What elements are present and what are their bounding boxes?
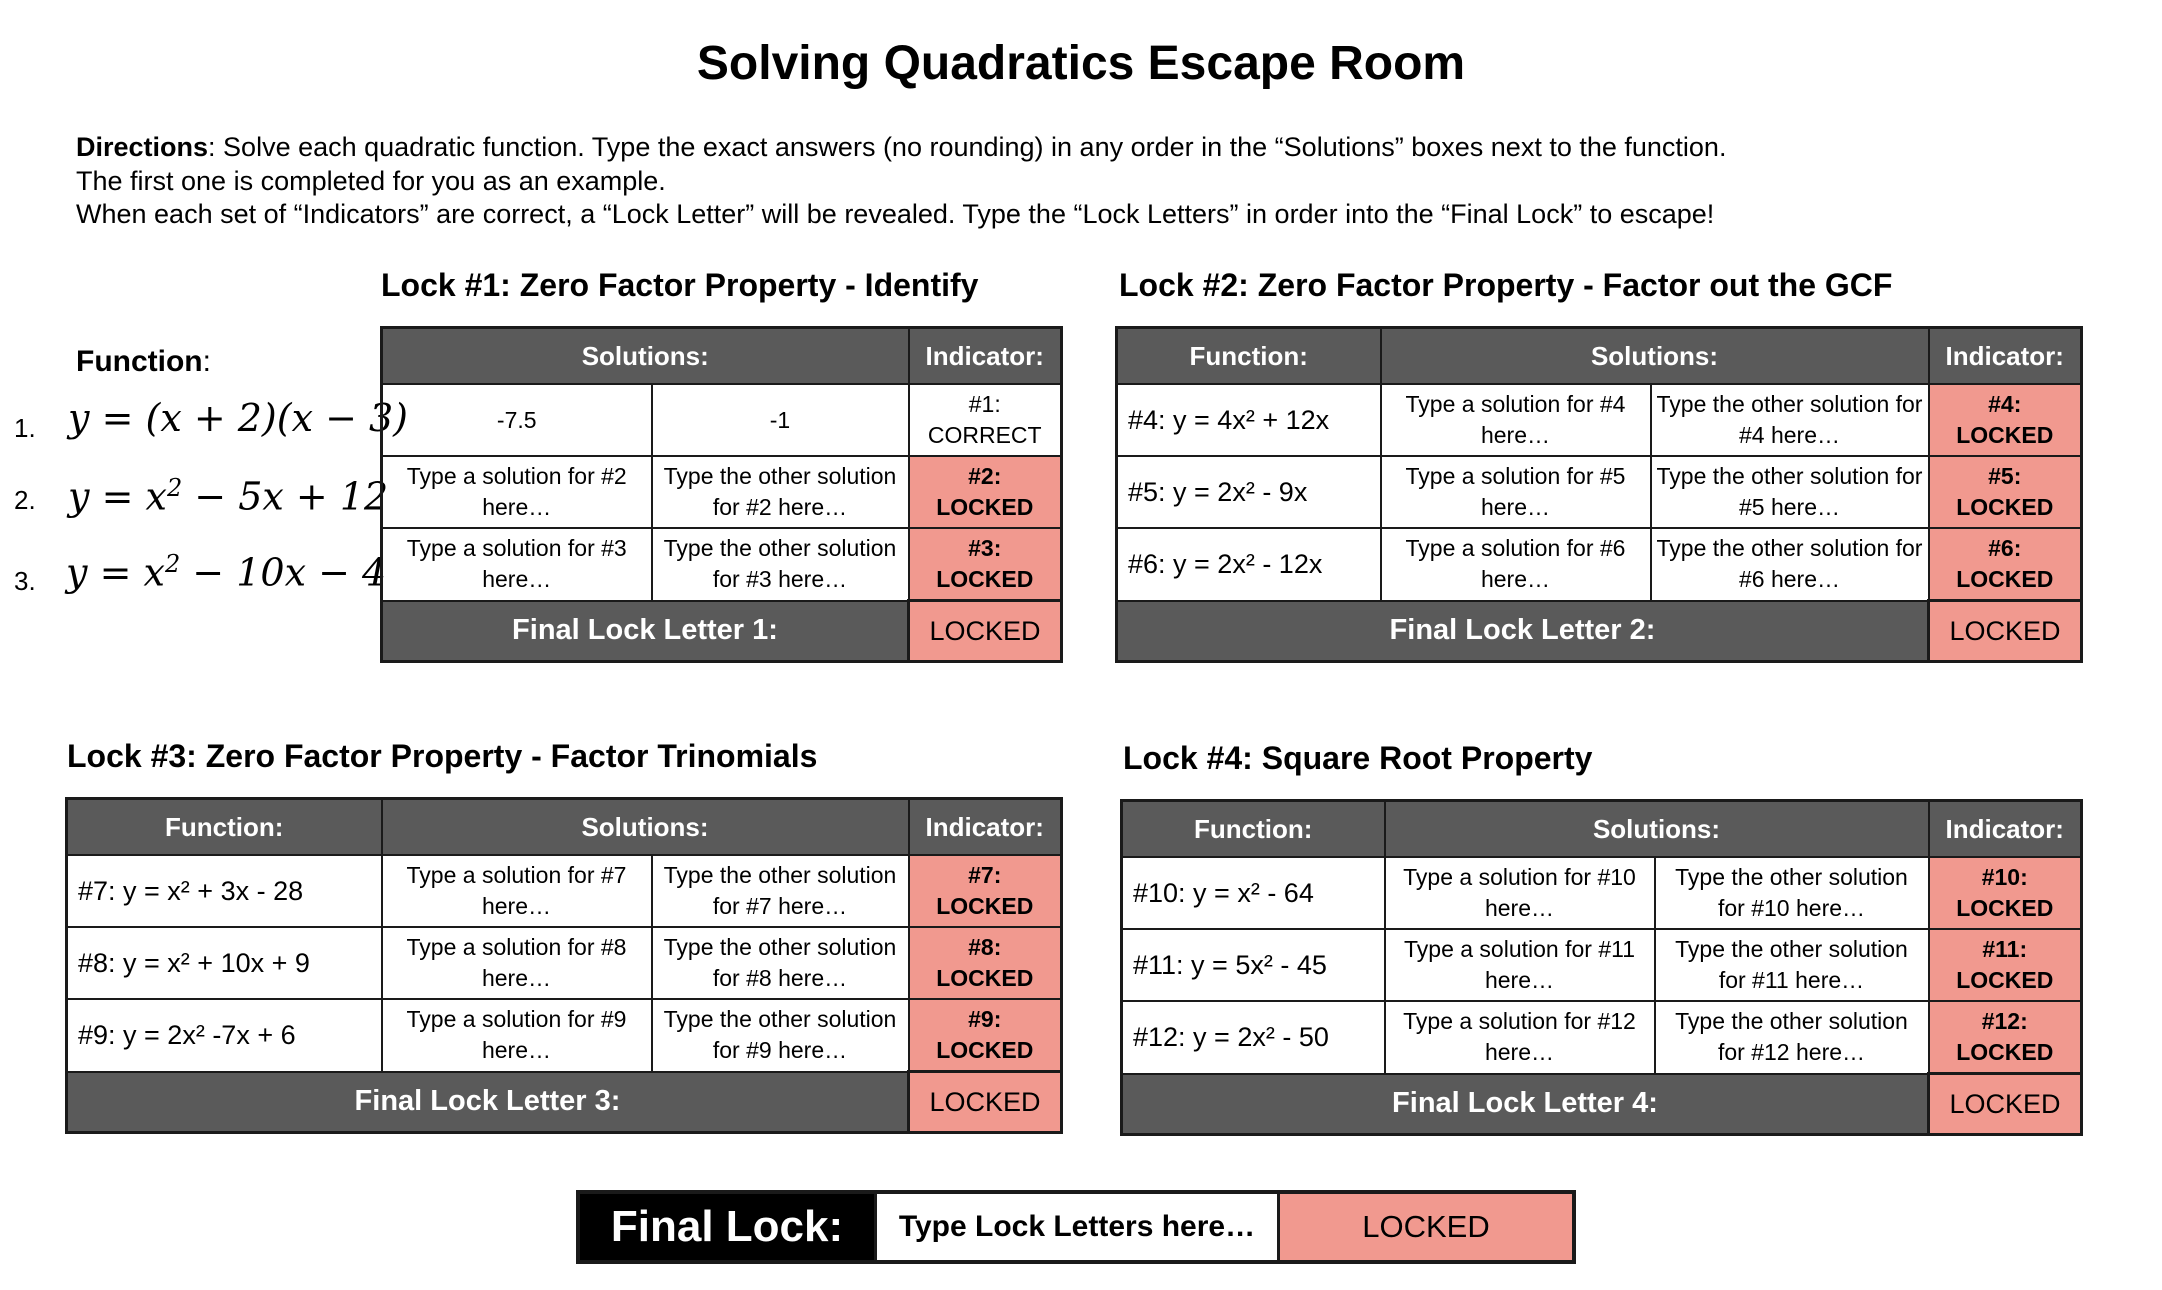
solution-2-input[interactable]: Type a solution for #2 here… <box>382 456 652 528</box>
function-12: #12: y = 2x² - 50 <box>1122 1001 1385 1074</box>
function-6: #6: y = 2x² - 12x <box>1117 528 1381 601</box>
solution-3-input[interactable]: Type a solution for #3 here… <box>382 528 652 601</box>
lock1-fn1-equation: y = (x + 2)(x − 3) <box>68 396 409 440</box>
table-row <box>1117 456 2082 528</box>
directions-text-1: : Solve each quadratic function. Type the exact answers (no rounding) in any order in the “Solutions” boxes next to the function. <box>208 132 1727 162</box>
table-row <box>1117 384 2082 456</box>
lock2-final-letter: LOCKED <box>1929 601 2082 662</box>
lock2-title: Lock #2: Zero Factor Property - Factor out the GCF <box>1119 267 1893 303</box>
indicator-5: #5: LOCKED <box>1929 456 2082 528</box>
indicator-8: #8: LOCKED <box>909 927 1062 999</box>
solution-9-other-input[interactable]: Type the other solution for #9 here… <box>652 999 909 1072</box>
lock4-final-label: Final Lock Letter 4: <box>1122 1074 1929 1135</box>
lock4-function-header: Function: <box>1122 801 1385 858</box>
directions-label: Directions <box>76 132 209 162</box>
lock2-solutions-header: Solutions: <box>1381 328 1929 385</box>
lock3-indicator-header: Indicator: <box>909 799 1062 856</box>
table-row <box>382 528 1062 601</box>
solution-12-other-input[interactable]: Type the other solution for #12 here… <box>1655 1001 1929 1074</box>
solution-1-input[interactable]: -7.5 <box>382 384 652 456</box>
table-row <box>382 456 1062 528</box>
lock4-indicator-header: Indicator: <box>1929 801 2082 858</box>
solution-6-other-input[interactable]: Type the other solution for #6 here… <box>1651 528 1929 601</box>
solution-8-input[interactable]: Type a solution for #8 here… <box>382 927 652 999</box>
indicator-2: #2: LOCKED <box>909 456 1062 528</box>
solution-12-input[interactable]: Type a solution for #12 here… <box>1385 1001 1655 1074</box>
solution-9-input[interactable]: Type a solution for #9 here… <box>382 999 652 1072</box>
table-row <box>1122 929 2082 1001</box>
function-9: #9: y = 2x² -7x + 6 <box>67 999 382 1072</box>
indicator-6: #6: LOCKED <box>1929 528 2082 601</box>
lock2-table <box>1115 326 2083 663</box>
solution-11-other-input[interactable]: Type the other solution for #11 here… <box>1655 929 1929 1001</box>
indicator-11: #11: LOCKED <box>1929 929 2082 1001</box>
lock1-solutions-header: Solutions: <box>382 328 909 385</box>
lock4-title: Lock #4: Square Root Property <box>1123 740 1593 776</box>
indicator-1: #1: CORRECT <box>909 384 1062 456</box>
solution-5-input[interactable]: Type a solution for #5 here… <box>1381 456 1651 528</box>
indicator-12: #12: LOCKED <box>1929 1001 2082 1074</box>
lock1-fn3-equation: $y = x^2 - 10x - 4$ <box>66 550 387 595</box>
final-lock-input[interactable]: Type Lock Letters here… <box>874 1194 1280 1260</box>
directions-line-1 <box>76 132 1726 163</box>
lock4-table <box>1120 799 2083 1136</box>
directions-line-2: The first one is completed for you as an example. <box>76 166 666 196</box>
function-8: #8: y = x² + 10x + 9 <box>67 927 382 999</box>
lock1-indicator-header: Indicator: <box>909 328 1062 385</box>
solution-11-input[interactable]: Type a solution for #11 here… <box>1385 929 1655 1001</box>
solution-3-other-input[interactable]: Type the other solution for #3 here… <box>652 528 909 601</box>
lock3-final-label: Final Lock Letter 3: <box>67 1072 909 1133</box>
page-title: Solving Quadratics Escape Room <box>696 37 1466 90</box>
table-row <box>67 927 1062 999</box>
lock1-fn1-number: 1. <box>14 413 36 443</box>
solution-4-input[interactable]: Type a solution for #4 here… <box>1381 384 1651 456</box>
solution-2-other-input[interactable]: Type the other solution for #2 here… <box>652 456 909 528</box>
solution-6-input[interactable]: Type a solution for #6 here… <box>1381 528 1651 601</box>
solution-5-other-input[interactable]: Type the other solution for #5 here… <box>1651 456 1929 528</box>
lock1-fn2-equation: $y = x^2 - 5x + 12$ <box>68 474 389 519</box>
lock3-final-letter: LOCKED <box>909 1072 1062 1133</box>
indicator-10: #10: LOCKED <box>1929 857 2082 929</box>
lock1-fn2-number: 2. <box>14 485 36 515</box>
lock3-table <box>65 797 1063 1134</box>
lock1-function-label: Function: <box>76 345 211 378</box>
function-4: #4: y = 4x² + 12x <box>1117 384 1381 456</box>
lock2-final-label: Final Lock Letter 2: <box>1117 601 1929 662</box>
lock3-function-header: Function: <box>67 799 382 856</box>
lock4-final-letter: LOCKED <box>1929 1074 2082 1135</box>
directions-line-3: When each set of “Indicators” are correct, a “Lock Letter” will be revealed. Type the “Lock Letters” in order into the “Final Lock” to escape! <box>76 199 1715 229</box>
lock3-title: Lock #3: Zero Factor Property - Factor Trinomials <box>67 738 818 774</box>
function-5: #5: y = 2x² - 9x <box>1117 456 1381 528</box>
lock1-table <box>380 326 1063 663</box>
indicator-4: #4: LOCKED <box>1929 384 2082 456</box>
solution-10-other-input[interactable]: Type the other solution for #10 here… <box>1655 857 1929 929</box>
solution-10-input[interactable]: Type a solution for #10 here… <box>1385 857 1655 929</box>
function-7: #7: y = x² + 3x - 28 <box>67 855 382 927</box>
lock2-function-header: Function: <box>1117 328 1381 385</box>
table-row <box>67 855 1062 927</box>
lock4-solutions-header: Solutions: <box>1385 801 1929 858</box>
solution-7-input[interactable]: Type a solution for #7 here… <box>382 855 652 927</box>
function-11: #11: y = 5x² - 45 <box>1122 929 1385 1001</box>
lock1-final-letter: LOCKED <box>909 601 1062 662</box>
lock1-title: Lock #1: Zero Factor Property - Identify <box>381 267 979 303</box>
solution-7-other-input[interactable]: Type the other solution for #7 here… <box>652 855 909 927</box>
table-row <box>1117 528 2082 601</box>
solution-8-other-input[interactable]: Type the other solution for #8 here… <box>652 927 909 999</box>
final-lock <box>576 1190 1576 1264</box>
solution-4-other-input[interactable]: Type the other solution for #4 here… <box>1651 384 1929 456</box>
table-row <box>1122 1001 2082 1074</box>
function-10: #10: y = x² - 64 <box>1122 857 1385 929</box>
indicator-3: #3: LOCKED <box>909 528 1062 601</box>
table-row <box>382 384 1062 456</box>
lock3-solutions-header: Solutions: <box>382 799 909 856</box>
table-row <box>67 999 1062 1072</box>
final-lock-status: LOCKED <box>1280 1194 1572 1260</box>
indicator-7: #7: LOCKED <box>909 855 1062 927</box>
lock1-final-label: Final Lock Letter 1: <box>382 601 909 662</box>
indicator-9: #9: LOCKED <box>909 999 1062 1072</box>
final-lock-label: Final Lock: <box>580 1194 874 1260</box>
lock2-indicator-header: Indicator: <box>1929 328 2082 385</box>
lock1-fn3-number: 3. <box>14 566 36 596</box>
table-row <box>1122 857 2082 929</box>
solution-1-other-input[interactable]: -1 <box>652 384 909 456</box>
